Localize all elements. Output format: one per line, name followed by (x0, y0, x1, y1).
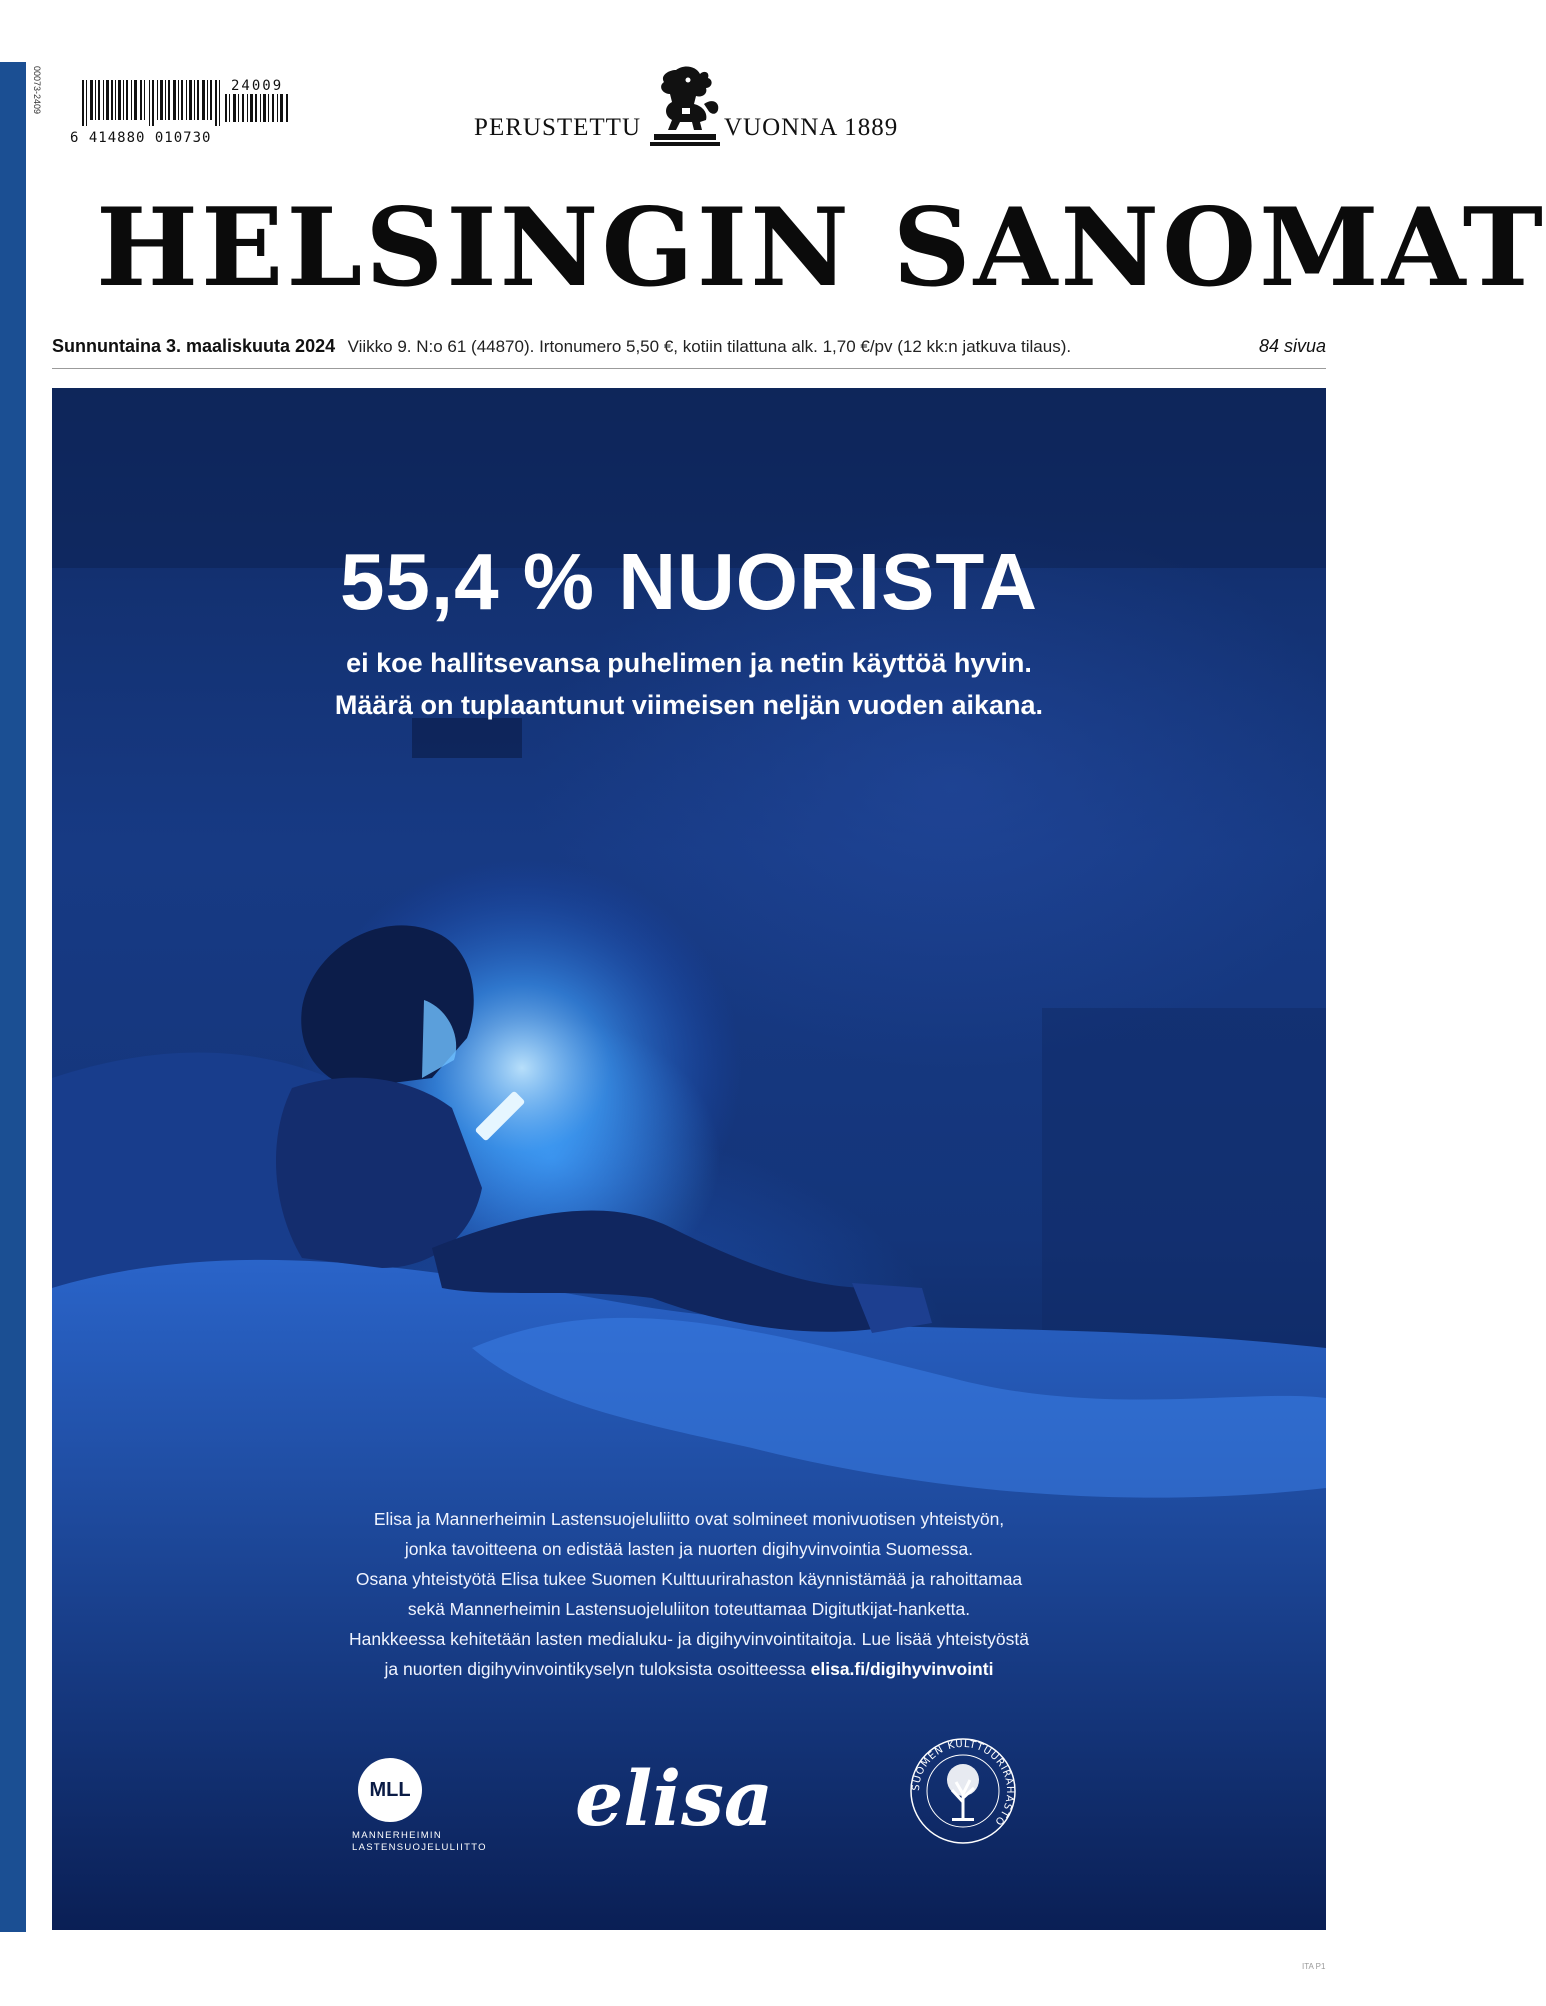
masthead-title: HELSINGIN SANOMAT (96, 185, 1546, 311)
kulttuurirahasto-seal-text: SUOMEN KULTTUURIRAHASTO (910, 1738, 1016, 1828)
ad-body-line-text: ja nuorten digihyvinvointikyselyn tuloksista osoitteessa (384, 1659, 806, 1679)
footer-code: ITA P1 (1302, 1962, 1326, 1971)
ad-body-line-last (212, 1654, 1166, 1684)
ad-body-line: Elisa ja Mannerheimin Lastensuojeluliitto ovat solmineet monivuotisen yhteistyön, (373, 1509, 1005, 1529)
page-count: 84 sivua (1258, 336, 1326, 356)
ad-body-line: jonka tavoitteena on edistää lasten ja nuorten digihyvinvointia Suomessa. (404, 1539, 974, 1559)
ad-subheadline-2: Määrä on tuplaantunut viimeisen neljän vuoden aikana. (334, 690, 1044, 720)
mll-logo-mark: MLL (358, 1758, 422, 1822)
barcode-number: 6 414880 010730 (70, 130, 212, 146)
founded-text-right: VUONNA 1889 (724, 114, 899, 141)
left-blue-spine (0, 62, 26, 1932)
issue-date: Sunnuntaina 3. maaliskuuta 2024 (52, 336, 336, 356)
background-furniture (1042, 1008, 1326, 1358)
ad-headline: 55,4 % NUORISTA (339, 537, 1039, 626)
founded-text-left: PERUSTETTU (474, 114, 641, 141)
wall-shelf (412, 718, 522, 758)
masthead-divider (52, 368, 1326, 369)
advertisement (52, 388, 1326, 1930)
elisa-digihyvinvointi-link[interactable]: elisa.fi/digihyvinvointi (810, 1659, 994, 1679)
kulttuurirahasto-seal-icon (908, 1736, 1018, 1846)
ad-body-line: Osana yhteistyötä Elisa tukee Suomen Kulttuurirahaston käynnistämää ja rahoittamaa (355, 1569, 1023, 1589)
mll-logo-name: MANNERHEIMIN LASTENSUOJELULIITTO (352, 1830, 487, 1853)
dateline (52, 336, 1326, 362)
ad-body-line: sekä Mannerheimin Lastensuojeluliiton toteuttamaa Digitutkijat-hanketta. (407, 1599, 971, 1619)
barcode-addon-number: 24009 (231, 78, 284, 94)
ad-subheadline-1: ei koe hallitsevansa puhelimen ja netin käyttöä hyvin. (346, 648, 1032, 678)
ad-body-line: Hankkeessa kehitetään lasten medialuku- ja digihyvinvointitaitoja. Lue lisää yhteistyöstä (349, 1629, 1029, 1649)
elisa-logo: elisa (575, 1754, 774, 1843)
issue-info: Viikko 9. N:o 61 (44870). Irtonumero 5,50 €, kotiin tilattuna alk. 1,70 €/pv (12 kk:n jatkuva tilaus). (347, 337, 1072, 356)
issn-code: 00073-2409 (32, 66, 42, 115)
lion-emblem-icon (646, 64, 724, 148)
ad-body-text (212, 1504, 1166, 1684)
mll-logo (352, 1758, 502, 1868)
